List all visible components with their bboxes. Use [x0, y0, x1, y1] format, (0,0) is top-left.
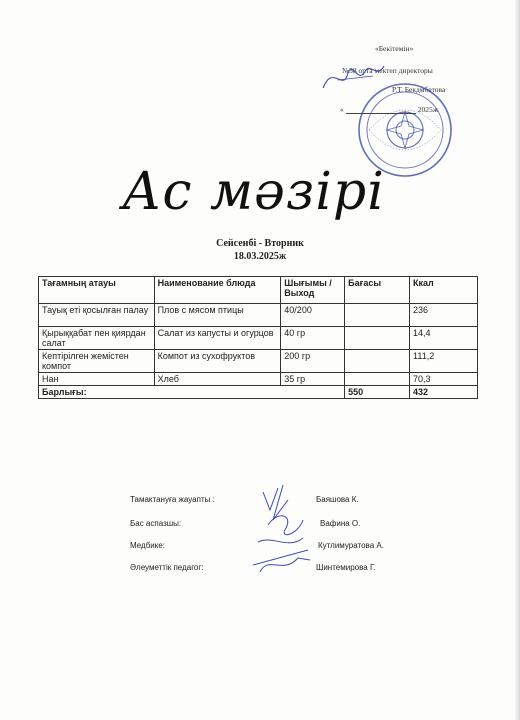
- table-row: [39, 373, 478, 386]
- signature-name-chef: Вафина О.: [320, 519, 361, 528]
- cell-portion: 40 гр: [281, 327, 345, 350]
- weekday-label: Сейсенбі - Вторник: [216, 238, 304, 249]
- total-kcal: 432: [410, 386, 478, 399]
- cell-russian-name: Плов с мясом птицы: [154, 304, 281, 327]
- cell-kcal: 70,3: [410, 373, 478, 386]
- table-row: [39, 304, 478, 327]
- table-header-row: [39, 277, 478, 304]
- approval-date-suffix: 2025ж: [417, 105, 438, 114]
- date-label: 18.03.2025ж: [233, 251, 287, 262]
- scan-edge: [514, 0, 520, 720]
- menu-title: Ас мәзірі: [122, 162, 385, 222]
- cell-price: [345, 373, 410, 386]
- approval-date-prefix: «: [340, 105, 344, 114]
- cell-russian-name: Хлеб: [154, 373, 281, 386]
- table-total-row: [39, 386, 478, 399]
- header-kcal: Ккал: [410, 277, 478, 304]
- cell-kazakh-name: Қырыққабат пен қиярдан салат: [39, 327, 155, 350]
- table-row: [39, 350, 478, 373]
- signature-name-nurse: Кутлимуратова А.: [318, 541, 384, 550]
- signature-role-social-pedagogue: Әлеуметтік педагог:: [130, 563, 204, 572]
- cell-price: [345, 304, 410, 327]
- cell-price: [345, 327, 410, 350]
- approval-director-name: Р.Т. Бекдмбетова: [392, 85, 446, 94]
- total-price: 550: [345, 386, 410, 399]
- cell-kcal: 111,2: [410, 350, 478, 373]
- signature-role-chef: Бас аспазшы:: [130, 519, 182, 528]
- menu-table: [38, 276, 478, 399]
- header-price: Бағасы: [345, 277, 410, 304]
- cell-portion: 40/200: [281, 304, 345, 327]
- cell-portion: 200 гр: [281, 350, 345, 373]
- cell-kazakh-name: Нан: [39, 373, 155, 386]
- header-kazakh-name: Тағамның атауы: [39, 277, 155, 304]
- header-portion: Шығымы / Выход: [281, 277, 345, 304]
- total-label: Барлығы:: [39, 386, 345, 399]
- signature-role-nurse: Медбике:: [130, 541, 166, 550]
- signature-role-responsible: Тамактануға жауапты :: [130, 495, 215, 504]
- approval-director-line: №38 орта мектеп директоры: [342, 66, 433, 75]
- table-row: [39, 327, 478, 350]
- cell-kcal: 236: [410, 304, 478, 327]
- cell-russian-name: Компот из сухофруктов: [154, 350, 281, 373]
- header-russian-name: Наименование блюда: [154, 277, 281, 304]
- cell-kcal: 14,4: [410, 327, 478, 350]
- signature-name-social-pedagogue: Шинтемирова Г.: [316, 563, 376, 572]
- cell-kazakh-name: Кептірілген жемістен компот: [39, 350, 155, 373]
- cell-price: [345, 350, 410, 373]
- approval-title: «Бекітемін»: [375, 44, 414, 53]
- cell-russian-name: Салат из капусты и огурцов: [154, 327, 281, 350]
- handwritten-signatures-icon: [248, 480, 318, 580]
- cell-kazakh-name: Тауық еті қосылған палау: [39, 304, 155, 327]
- signature-name-responsible: Баяшова К.: [316, 495, 359, 504]
- cell-portion: 35 гр: [281, 373, 345, 386]
